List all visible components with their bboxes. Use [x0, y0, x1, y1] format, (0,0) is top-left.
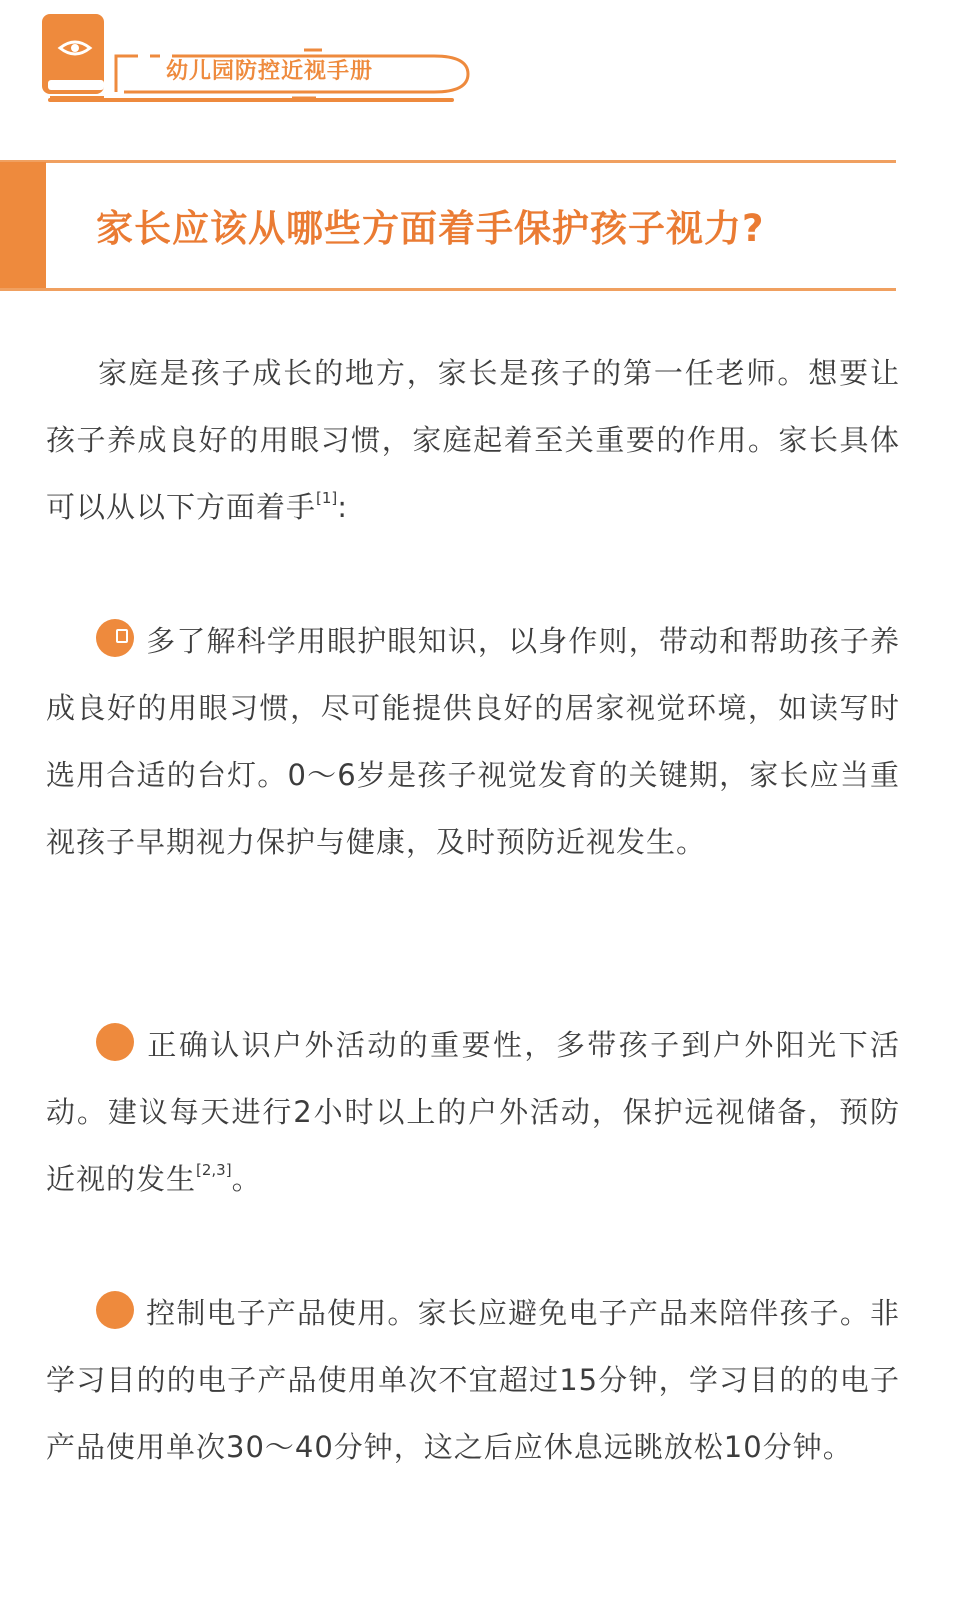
bullet-item-3 [46, 1280, 900, 1481]
banner-accent-bar [0, 162, 46, 290]
bullet-2-tail: 。 [231, 1162, 262, 1196]
bullet-item-1 [46, 608, 900, 876]
intro-paragraph [46, 340, 900, 541]
bullet-dot-icon [96, 1023, 134, 1061]
bullet-dot-icon [96, 619, 134, 657]
header-badge [42, 14, 472, 104]
banner-bottom-rule [0, 288, 896, 291]
bullet-item-2 [46, 1012, 900, 1213]
header-title: 幼儿园防控近视手册 [166, 59, 374, 84]
bullet-text-3: 控制电子产品使用。家长应避免电子产品来陪伴孩子。非学习目的的电子产品使用单次不宜超过15分钟，学习目的的电子产品使用单次30～40分钟，这之后应休息远眺放松10分钟。 [46, 1296, 900, 1464]
intro-tail: : [337, 490, 349, 524]
intro-citation: [1] [316, 489, 338, 507]
intro-text: 家庭是孩子成长的地方，家长是孩子的第一任老师。想要让孩子养成良好的用眼习惯，家庭起着至关重要的作用。家长具体可以从以下方面着手 [46, 356, 900, 524]
section-title: 家长应该从哪些方面着手保护孩子视力? [96, 207, 765, 250]
bullet-dot-icon [96, 1291, 134, 1329]
banner-top-rule [0, 160, 896, 163]
bullet-2-citation: [2,3] [196, 1161, 232, 1179]
eye-book-icon [42, 14, 108, 100]
bullet-text-1: 多了解科学用眼护眼知识，以身作则，带动和帮助孩子养成良好的用眼习惯，尽可能提供良好的居家视觉环境，如读写时选用合适的台灯。0～6岁是孩子视觉发育的关键期，家长应当重视孩子早期视力保护与健康，及时预防近视发生。 [46, 624, 900, 859]
bullet-text-2: 正确认识户外活动的重要性，多带孩子到户外阳光下活动。建议每天进行2小时以上的户外活动，保护远视储备，预防近视的发生 [46, 1028, 900, 1196]
